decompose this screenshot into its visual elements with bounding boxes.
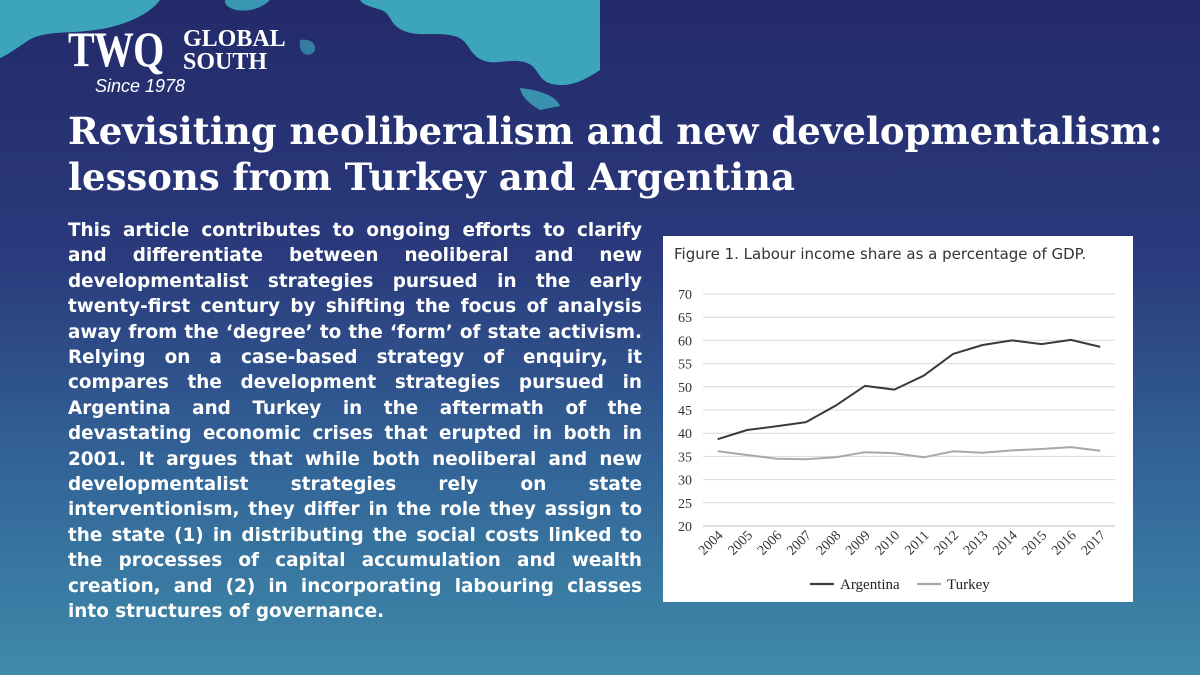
y-tick-label: 45 (678, 404, 692, 419)
x-tick-label: 2013 (960, 528, 992, 559)
logo-south-text: SOUTH (183, 49, 268, 75)
y-tick-label: 30 (678, 473, 692, 489)
x-tick-label: 2015 (1019, 528, 1051, 559)
x-tick-label: 2005 (725, 528, 756, 559)
x-tick-label: 2009 (843, 528, 874, 559)
logo-since-text: Since 1978 (95, 76, 186, 96)
article-title: Revisiting neoliberalism and new developmentalism: lessons from Turkey and Argentina (68, 109, 1163, 199)
x-tick-label: 2012 (931, 528, 962, 559)
twq-global-south-logo (68, 21, 286, 100)
y-tick-label: 50 (678, 380, 692, 396)
x-tick-label: 2007 (784, 528, 815, 559)
x-tick-label: 2004 (696, 528, 727, 559)
y-tick-label: 35 (678, 450, 692, 466)
y-tick-label: 65 (678, 311, 692, 327)
x-tick-label: 2011 (902, 528, 933, 559)
x-tick-label: 2006 (754, 528, 786, 559)
x-tick-label: 2014 (990, 528, 1021, 559)
y-tick-label: 40 (678, 427, 692, 443)
logo-global-text: GLOBAL (183, 26, 286, 52)
series-line-turkey (718, 447, 1101, 459)
y-tick-label: 60 (678, 334, 692, 350)
y-tick-label: 20 (678, 520, 692, 535)
y-tick-label: 55 (678, 357, 692, 373)
y-tick-label: 70 (678, 288, 692, 303)
x-tick-label: 2017 (1078, 528, 1110, 559)
x-tick-label: 2008 (813, 528, 845, 559)
line-chart (663, 236, 1133, 602)
x-tick-label: 2010 (872, 528, 904, 559)
figure-card (663, 236, 1133, 602)
logo-twq-text: TWQ (68, 21, 164, 77)
chart-title: Figure 1. Labour income share as a percentage of GDP. (674, 245, 1087, 263)
series-line-argentina (718, 340, 1101, 439)
y-tick-label: 25 (678, 496, 692, 512)
legend-label-argentina: Argentina (840, 577, 900, 593)
legend-label-turkey: Turkey (947, 577, 990, 593)
article-abstract: This article contributes to ongoing efforts to clarify and differentiate between neoliberal and new developmentalist strategies pursued in the early twenty-first century by shifting the focus of analysis away from the ‘degree’ to the ‘form’ of state activism. Relying on a case-based strategy of enquiry, it compares the development strategies pursued in Argentina and Turkey in the aftermath of the devastating economic crises that erupted in both in 2001. It argues that while both neoliberal and new developmentalist strategies rely on state interventionism, they differ in the role they assign to the state (1) in distributing the social costs linked to the processes of capital accumulation and wealth creation, and (2) in incorporating labouring classes into structures of governance. (68, 220, 642, 623)
x-tick-label: 2016 (1049, 528, 1080, 559)
